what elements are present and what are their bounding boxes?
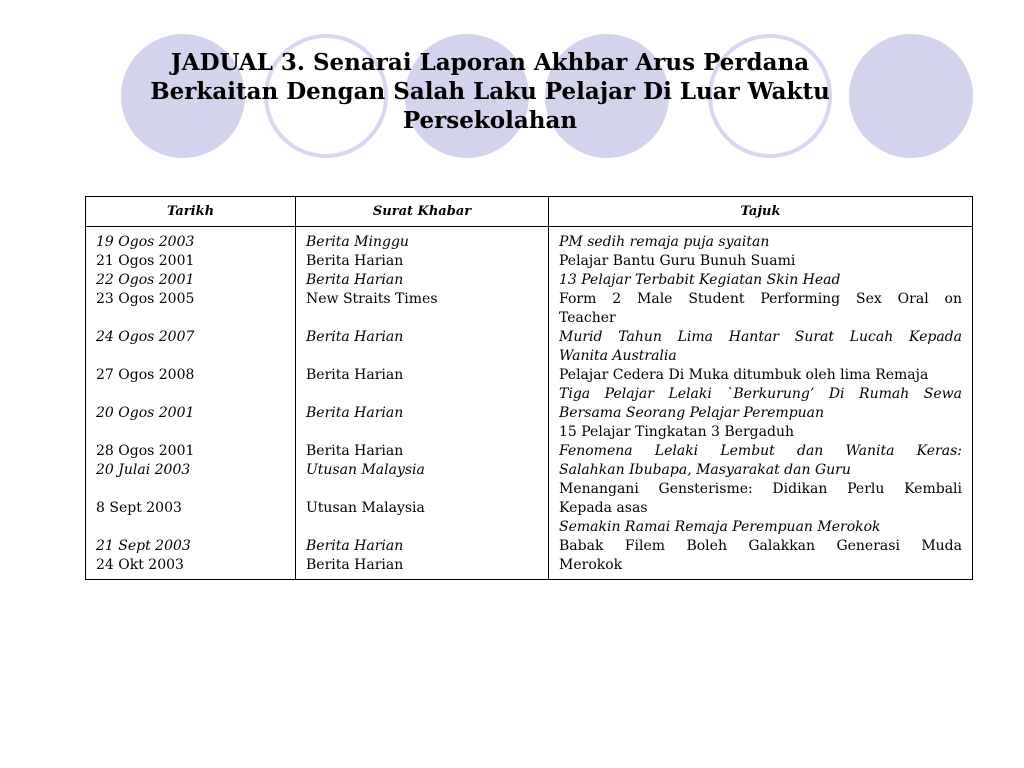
date-item: 24 Okt 2003 [96, 557, 184, 573]
date-item: 19 Ogos 2003 [96, 234, 195, 250]
title-item [559, 537, 962, 575]
surat-khabar-column [296, 227, 549, 580]
title-line: Kepada asas [559, 500, 648, 516]
date-item [96, 423, 285, 442]
title-item [559, 366, 962, 385]
newspaper-item: Berita Minggu [306, 234, 409, 250]
date-item: 21 Ogos 2001 [96, 253, 195, 269]
date-item [96, 347, 285, 366]
newspaper-item: Berita Harian [306, 329, 404, 345]
title-line-1: JADUAL 3. Senarai Laporan Akhbar Arus Perdana [170, 49, 810, 76]
date-item: 22 Ogos 2001 [96, 272, 195, 288]
newspaper-item [306, 347, 538, 366]
newspaper-item: Utusan Malaysia [306, 500, 425, 516]
newspaper-item: Berita Harian [306, 538, 404, 554]
title-line: Merokok [559, 557, 623, 573]
title-line: Babak Filem Boleh Galakkan Generasi Muda [559, 538, 962, 554]
date-item: 20 Julai 2003 [96, 462, 191, 478]
title-line: Pelajar Bantu Guru Bunuh Suami [559, 253, 796, 269]
date-item [96, 309, 285, 328]
title-line: PM sedih remaja puja syaitan [559, 234, 770, 250]
newspaper-item: Berita Harian [306, 443, 404, 459]
title-item [559, 480, 962, 518]
title-item [559, 328, 962, 366]
newspaper-item [306, 480, 538, 499]
header-tajuk: Tajuk [549, 197, 973, 227]
title-line: Wanita Australia [559, 348, 677, 364]
title-line: 13 Pelajar Terbabit Kegiatan Skin Head [559, 272, 841, 288]
page-title [90, 48, 890, 135]
newspaper-item [306, 385, 538, 404]
date-item: 23 Ogos 2005 [96, 291, 195, 307]
table-body-row [86, 227, 973, 580]
date-item [96, 480, 285, 499]
title-line: Murid Tahun Lima Hantar Surat Lucah Kepada [559, 329, 962, 345]
title-line-3: Persekolahan [402, 107, 578, 134]
newspaper-item: Berita Harian [306, 557, 404, 573]
newspaper-item: Berita Harian [306, 272, 404, 288]
title-item [559, 252, 962, 271]
date-item: 8 Sept 2003 [96, 500, 182, 516]
title-item [559, 385, 962, 423]
date-item: 27 Ogos 2008 [96, 367, 195, 383]
newspaper-item: Berita Harian [306, 253, 404, 269]
table-header-row [86, 197, 973, 227]
tajuk-column [549, 227, 973, 580]
title-line-2: Berkaitan Dengan Salah Laku Pelajar Di Luar Waktu [150, 78, 830, 105]
date-item: 20 Ogos 2001 [96, 405, 195, 421]
title-line: Tiga Pelajar Lelaki `Berkurung’ Di Rumah Sewa [559, 386, 962, 402]
title-item [559, 233, 962, 252]
title-line: Form 2 Male Student Performing Sex Oral on [559, 291, 962, 307]
newspaper-item [306, 518, 538, 537]
date-item [96, 385, 285, 404]
date-item: 24 Ogos 2007 [96, 329, 195, 345]
title-item [559, 442, 962, 480]
title-item [559, 290, 962, 328]
title-line: Teacher [559, 310, 616, 326]
tarikh-column [86, 227, 296, 580]
newspaper-item: Berita Harian [306, 405, 404, 421]
date-item: 28 Ogos 2001 [96, 443, 195, 459]
title-line: Fenomena Lelaki Lembut dan Wanita Keras: [559, 443, 962, 459]
title-item [559, 518, 962, 537]
title-item [559, 271, 962, 290]
title-item [559, 423, 962, 442]
newspaper-item [306, 309, 538, 328]
header-tarikh: Tarikh [86, 197, 296, 227]
report-table [85, 196, 973, 580]
title-line: Pelajar Cedera Di Muka ditumbuk oleh lima Remaja [559, 367, 929, 383]
newspaper-item: Utusan Malaysia [306, 462, 425, 478]
newspaper-item: Berita Harian [306, 367, 404, 383]
title-line: Semakin Ramai Remaja Perempuan Merokok [559, 519, 881, 535]
header-surat-khabar: Surat Khabar [296, 197, 549, 227]
newspaper-item [306, 423, 538, 442]
newspaper-item: New Straits Times [306, 291, 438, 307]
title-line: 15 Pelajar Tingkatan 3 Bergaduh [559, 424, 794, 440]
title-line: Menangani Gensterisme: Didikan Perlu Kembali [559, 481, 962, 497]
title-line: Salahkan Ibubapa, Masyarakat dan Guru [559, 462, 851, 478]
date-item: 21 Sept 2003 [96, 538, 191, 554]
title-line: Bersama Seorang Pelajar Perempuan [559, 405, 825, 421]
date-item [96, 518, 285, 537]
